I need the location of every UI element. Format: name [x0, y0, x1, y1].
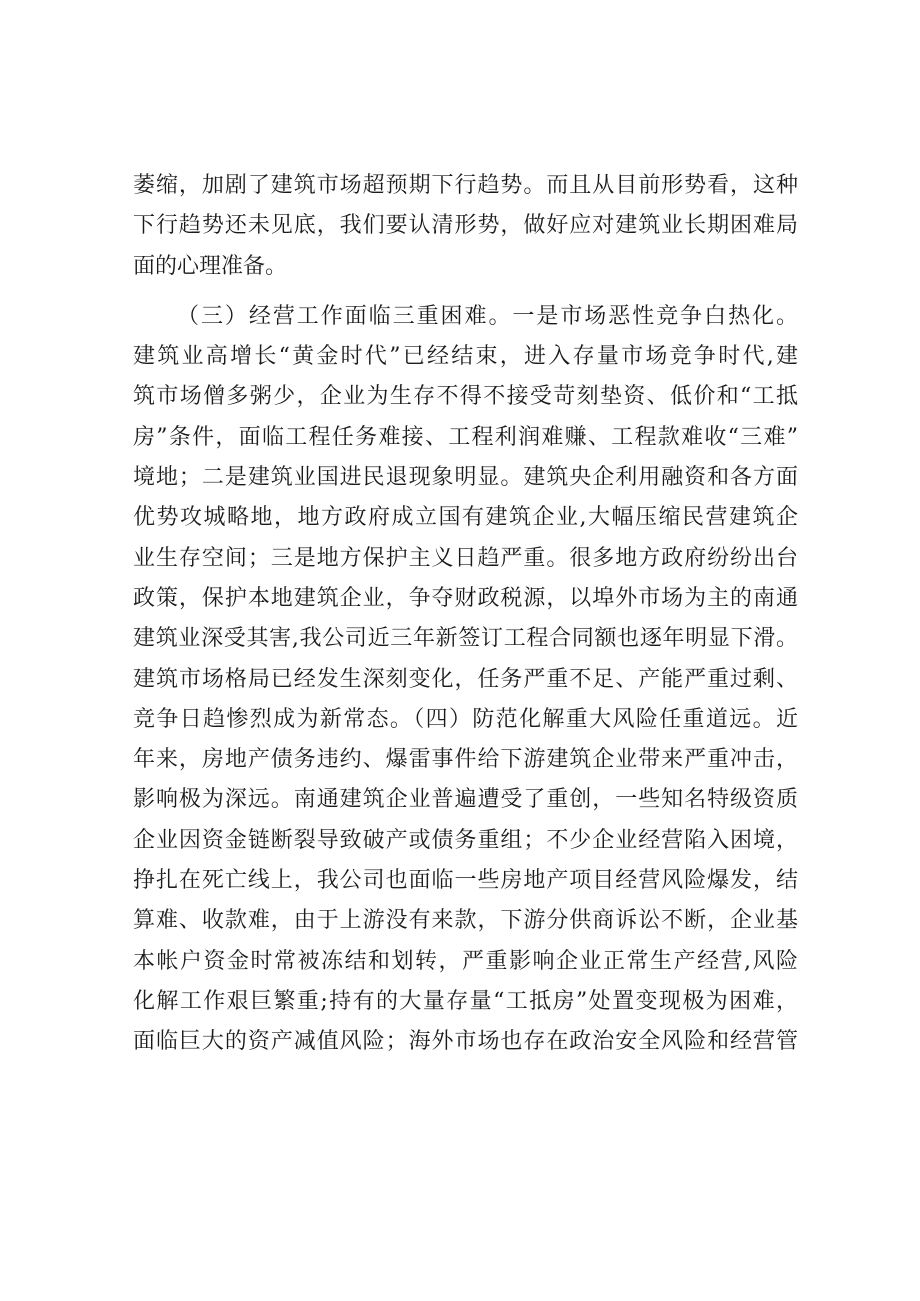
- text-line: 优势攻城略地，地方政府成立国有建筑企业,大幅压缩民营建筑企: [133, 505, 798, 531]
- text-line: 面临巨大的资产减值风险；海外市场也存在政治安全风险和经营管: [133, 1029, 798, 1055]
- text-line: 影响极为深远。南通建筑企业普遍遭受了重创，一些知名特级资质: [133, 787, 798, 813]
- text-line: 建筑业深受其害,我公司近三年新签订工程合同额也逐年明显下滑。: [133, 626, 798, 652]
- text-line: 企业因资金链断裂导致破产或债务重组；不少企业经营陷入困境，: [133, 827, 798, 853]
- paragraph-2: [133, 297, 798, 1184]
- document-body: [133, 166, 798, 1183]
- text-line: 萎缩，加剧了建筑市场超预期下行趋势。而且从目前形势看，这种: [133, 173, 798, 198]
- text-line: 面的心理准备。: [133, 253, 288, 279]
- text-line: 本帐户资金时常被冻结和划转，严重影响企业正常生产经营,风险: [133, 948, 798, 974]
- text-line: 算难、收款难，由于上游没有来款，下游分供商诉讼不断，企业基: [133, 908, 798, 934]
- text-line: 筑市场僧多粥少，企业为生存不得不接受苛刻垫资、低价和“工抵: [133, 384, 798, 410]
- paragraph-1: [133, 166, 798, 287]
- text-line: 境地；二是建筑业国进民退现象明显。建筑央企利用融资和各方面: [133, 465, 798, 491]
- text-line: 业生存空间；三是地方保护主义日趋严重。很多地方政府纷纷出台: [133, 545, 798, 571]
- text-line: 竞争日趋惨烈成为新常态。（四）防范化解重大风险任重道远。近: [133, 706, 798, 732]
- text-line: 下行趋势还未见底，我们要认清形势，做好应对建筑业长期困难局: [133, 213, 798, 239]
- text-line: [133, 1143, 798, 1183]
- text-line: 建筑业高增长“黄金时代”已经结束，进入存量市场竞争时代,建: [133, 344, 798, 370]
- text-line: [133, 1103, 798, 1143]
- text-line: 年来，房地产债务违约、爆雷事件给下游建筑企业带来严重冲击，: [133, 747, 798, 773]
- paragraph-gap: [133, 287, 798, 297]
- text-line: 房”条件，面临工程任务难接、工程利润难赚、工程款难收“三难”: [133, 424, 798, 450]
- text-line: 建筑市场格局已经发生深刻变化，任务严重不足、产能严重过剩、: [133, 666, 798, 692]
- text-line: 化解工作艰巨繁重;持有的大量存量“工抵房”处置变现极为困难，: [133, 988, 798, 1014]
- text-line: 政策，保护本地建筑企业，争夺财政税源，以埠外市场为主的南通: [133, 585, 798, 611]
- text-line: （三）经营工作面临三重困难。一是市场恶性竞争白热化。: [177, 303, 798, 329]
- text-line: [133, 1063, 798, 1103]
- text-line: 挣扎在死亡线上，我公司也面临一些房地产项目经营风险爆发，结: [133, 868, 798, 894]
